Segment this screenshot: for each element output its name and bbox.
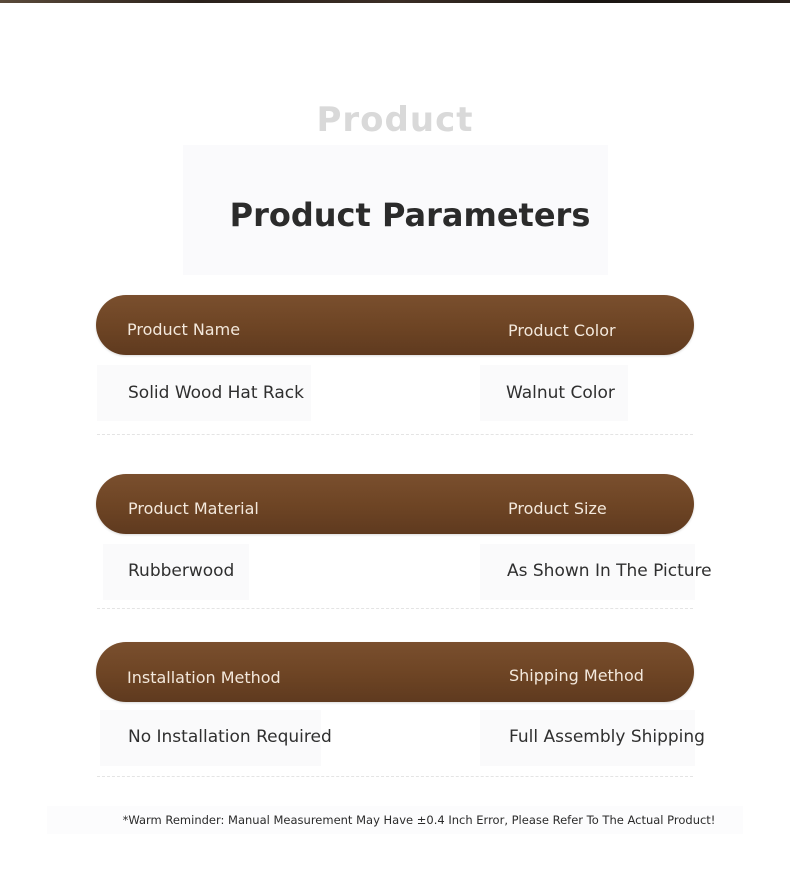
- value-product-material: Rubberwood: [128, 561, 235, 581]
- label-installation-method: Installation Method: [127, 668, 281, 687]
- label-product-size: Product Size: [508, 499, 607, 518]
- row-divider: [97, 608, 693, 609]
- row-divider: [97, 776, 693, 777]
- value-product-size: As Shown In The Picture: [507, 561, 712, 581]
- label-product-name: Product Name: [127, 320, 241, 339]
- watermark-text: Product: [316, 100, 474, 140]
- label-product-color: Product Color: [508, 321, 616, 340]
- page-title: Product Parameters: [229, 196, 591, 234]
- value-product-color: Walnut Color: [506, 383, 615, 403]
- top-photo-edge: [0, 0, 790, 3]
- label-product-material: Product Material: [128, 499, 259, 518]
- label-shipping-method: Shipping Method: [509, 666, 644, 685]
- value-product-name: Solid Wood Hat Rack: [128, 383, 304, 403]
- row-divider: [97, 434, 693, 435]
- value-installation-method: No Installation Required: [128, 727, 332, 747]
- value-shipping-method: Full Assembly Shipping: [509, 727, 705, 747]
- warm-reminder-note: *Warm Reminder: Manual Measurement May Have ±0.4 Inch Error, Please Refer To The Actual Product!: [122, 813, 716, 827]
